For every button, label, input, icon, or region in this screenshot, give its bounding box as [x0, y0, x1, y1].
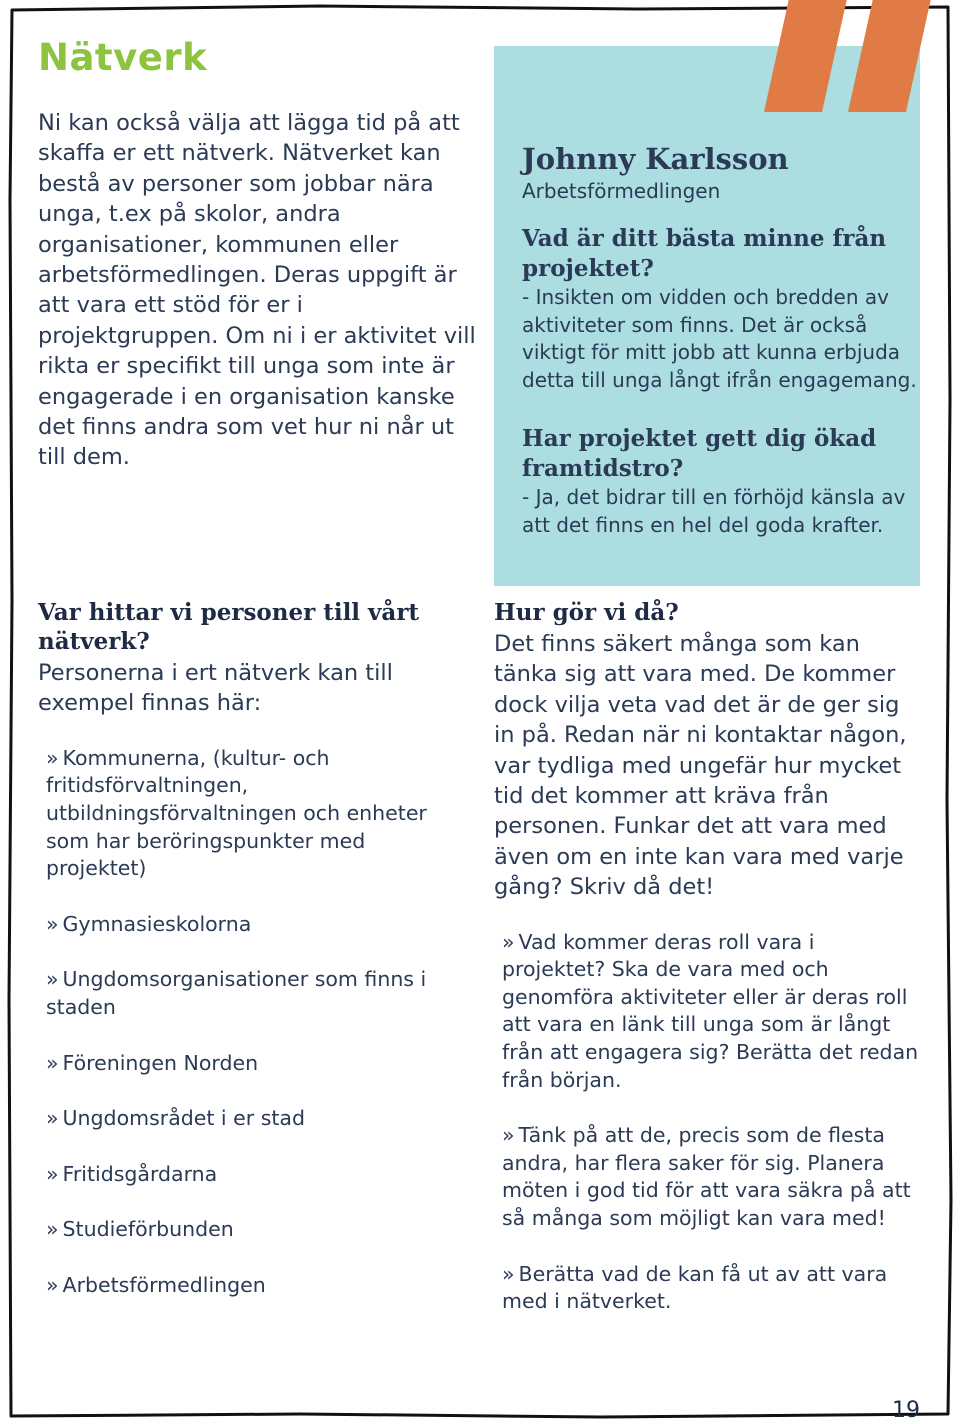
- list-item: » Kommunerna, (kultur- och fritidsförvaltningen, utbildningsförvaltningen och enheter som har beröringspunkter med projektet): [46, 745, 427, 881]
- network-where-section: [38, 598, 468, 1300]
- list-item: » Ungdomsorganisationer som finns i staden: [46, 967, 427, 1019]
- page-number: 19: [892, 1398, 920, 1423]
- quote-organization: Arbetsförmedlingen: [522, 179, 721, 203]
- quote-question-1: Vad är ditt bästa minne från projektet?: [522, 225, 887, 282]
- list-item: » Ungdomsrådet i er stad: [46, 1106, 305, 1131]
- list-item: » Vad kommer deras roll vara i projektet? Ska de vara med och genomföra aktiviteter eller är deras roll att vara en länk till unga som är långt från att engagera sig? Berätta det redan från början.: [502, 929, 919, 1092]
- quote-answer-1: - Insikten om vidden och bredden av aktiviteter som finns. Det är också viktigt för mitt jobb att kunna erbjuda detta till unga långt ifrån engagemang.: [522, 285, 917, 392]
- how-section: [494, 598, 924, 1316]
- network-where-text: Personerna i ert nätverk kan till exempel finnas här:: [38, 660, 393, 717]
- quote-name: Johnny Karlsson: [522, 142, 789, 176]
- list-item: » Gymnasieskolorna: [46, 911, 252, 936]
- network-where-list: [38, 745, 468, 1300]
- how-text: Det finns säkert många som kan tänka sig att vara med. De kommer dock vilja veta vad det är de ger sig in på. Redan när ni kontaktar någon, var tydliga med ungefär hur mycket tid det kommer att kräva från personen. Funkar det att vara med även om en inte kan vara med varje gång? Skriv då det!: [494, 631, 907, 901]
- list-item: » Studieförbunden: [46, 1217, 234, 1242]
- page-title: Nätverk: [38, 36, 208, 79]
- how-list: [494, 929, 924, 1316]
- list-item: » Tänk på att de, precis som de flesta andra, har flera saker för sig. Planera möten i god tid för att vara säkra på att så många som möjligt kan vara med!: [502, 1123, 911, 1230]
- list-item: » Arbetsförmedlingen: [46, 1272, 266, 1297]
- how-heading: Hur gör vi då?: [494, 599, 679, 626]
- quote-answer-2: - Ja, det bidrar till en förhöjd känsla av att det finns en hel del goda krafter.: [522, 485, 906, 537]
- quotation-mark-icon: [752, 0, 952, 124]
- quote-box: [494, 46, 920, 586]
- list-item: » Fritidsgårdarna: [46, 1161, 218, 1186]
- list-item: » Föreningen Norden: [46, 1050, 259, 1075]
- intro-paragraph: Ni kan också välja att lägga tid på att skaffa er ett nätverk. Nätverket kan bestå av personer som jobbar nära unga, t.ex på skolor, andra organisationer, kommunen eller arbetsförmedlingen. Deras uppgift är att vara ett stöd för er i projektgruppen. Om ni i er aktivitet vill rikta er specifikt till unga som inte är engagerade i en organisation kanske det finns andra som vet hur ni når ut till dem.: [38, 110, 476, 471]
- network-where-heading: Var hittar vi personer till vårt nätverk?: [38, 599, 420, 655]
- list-item: » Berätta vad de kan få ut av att vara med i nätverket.: [502, 1261, 888, 1314]
- quote-question-2: Har projektet gett dig ökad framtidstro?: [522, 425, 877, 482]
